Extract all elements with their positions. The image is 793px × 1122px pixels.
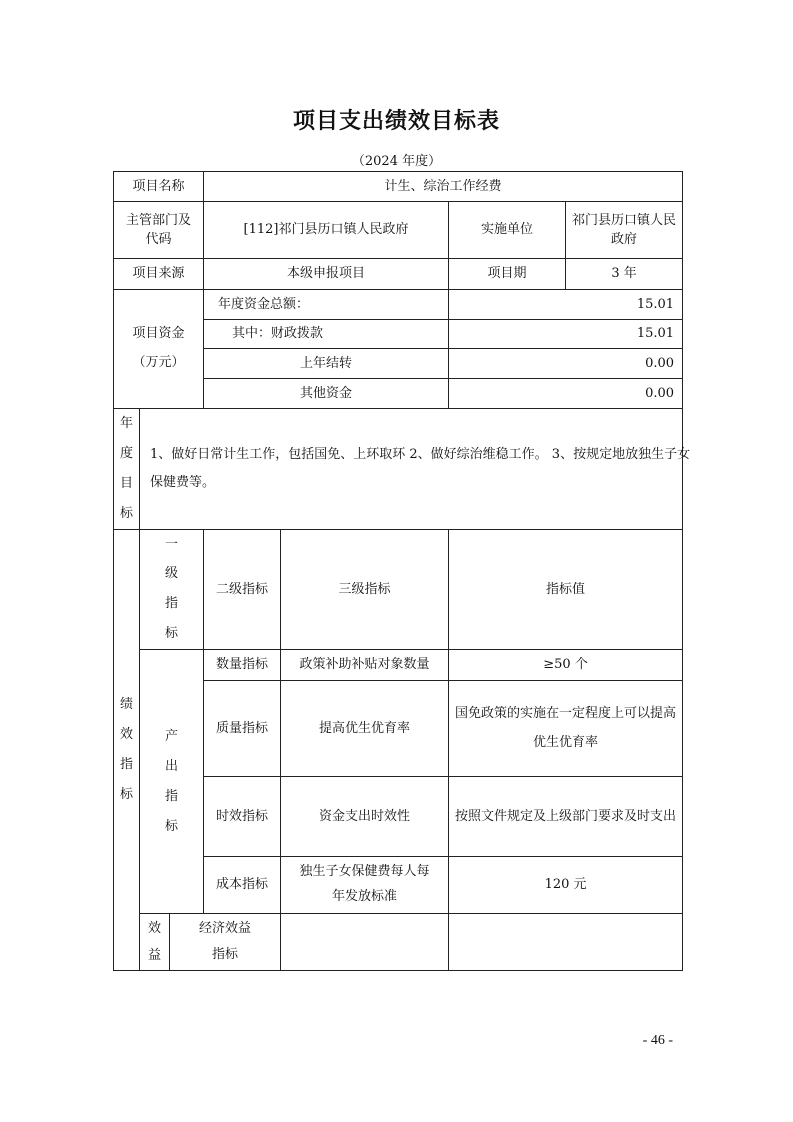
year-subtitle: （2024 年度） [351,154,442,169]
output-label-char: 指 [165,788,179,804]
funds-row-label: 上年结转 [204,349,449,379]
level3-cell [281,857,449,914]
indicator-value-line1: 国免政策的实施在一定程度上可以提高 [455,706,677,722]
source-label: 项目来源 [114,259,204,290]
level3-header: 三级指标 [281,529,449,650]
funds-label-line2: （万元） [132,355,185,370]
page-number: - 46 - [642,1033,673,1048]
project-name-label: 项目名称 [114,172,204,202]
indicator-label-char: 绩 [119,697,133,713]
indicator-value-header: 指标值 [449,529,683,650]
funds-label [114,290,204,409]
department-value: [112]祁门县历口镇人民政府 [204,202,449,259]
project-name-row [114,172,683,202]
level2-cell: 时效指标 [204,777,281,857]
indicator-value-line2: 优生优育率 [533,734,599,750]
output-label-char: 产 [165,728,179,744]
level1-header-char: 指 [165,596,179,612]
level3-cell: 资金支出时效性 [281,777,449,857]
level3-line1: 独生子女保健费每人每 [299,864,430,880]
project-name-value: 计生、综治工作经费 [204,172,683,202]
funds-label-line1: 项目资金 [132,326,185,342]
level2-line2: 指标 [212,947,239,963]
output-label-char: 标 [165,818,179,834]
goal-label-char: 标 [119,505,133,521]
level2-cell [170,914,281,971]
indicator-header-row [114,529,683,650]
level2-cell: 质量指标 [204,681,281,777]
funds-row-label: 其中：财政拨款 [204,320,449,349]
goal-text-line2: 保健费等。 [150,474,216,490]
level2-header: 二级指标 [204,529,281,650]
period-value: 3 年 [566,259,683,290]
implementing-unit-value: 祁门县历口镇人民政府 [566,202,683,259]
annual-goal-text [140,409,691,530]
benefit-row [114,914,683,971]
goal-text-line1: 1、做好日常计生工作，包括国免、上环取环 2、做好综治维稳工作。 3、按规定地放独生子女 [150,447,691,463]
period-label: 项目期 [449,259,566,290]
department-label-line1: 主管部门及 [126,212,192,228]
source-row [114,259,683,290]
level1-header-char: 标 [165,626,179,642]
annual-goal-row [114,409,683,530]
indicator-row [114,650,683,681]
indicator-value-cell: 按照文件规定及上级部门要求及时支出 [449,777,683,857]
level3-cell: 政策补助补贴对象数量 [281,650,449,681]
indicator-label-char: 标 [119,786,133,802]
benefit-label-char: 效 [147,920,161,936]
level3-line2: 年发放标准 [332,889,398,905]
funds-row [114,290,683,320]
benefit-indicator-label [140,914,170,971]
indicator-value-cell: ≥50 个 [449,650,683,681]
level1-header-char: 级 [165,566,179,582]
funds-row-label: 其他资金 [204,379,449,409]
indicator-value-cell [449,914,683,971]
annual-goal-label [114,409,140,530]
page-title: 项目支出绩效目标表 [292,109,500,134]
indicator-label-char: 效 [119,726,133,742]
source-value: 本级申报项目 [204,259,449,290]
indicator-value-cell [449,681,683,777]
funds-row-value: 15.01 [449,290,683,320]
performance-table [113,171,691,971]
level2-cell: 成本指标 [204,857,281,914]
implementing-unit-label: 实施单位 [449,202,566,259]
funds-row-value: 0.00 [449,349,683,379]
department-label-line2: 代码 [145,232,172,247]
output-indicator-label [140,650,204,914]
indicator-value-cell: 120 元 [449,857,683,914]
funds-row-label: 年度资金总额： [204,290,449,320]
department-label [114,202,204,259]
goal-label-char: 度 [119,445,133,461]
level3-cell: 提高优生优育率 [281,681,449,777]
level3-cell [281,914,449,971]
level1-header-char: 一 [165,536,179,552]
output-label-char: 出 [165,758,179,774]
level1-header [140,529,204,650]
goal-label-char: 目 [119,475,133,491]
level2-line1: 经济效益 [199,921,252,937]
department-row [114,202,683,259]
funds-row-value: 15.01 [449,320,683,349]
indicator-label-char: 指 [119,756,133,772]
goal-label-char: 年 [119,416,133,431]
performance-indicator-label [114,529,140,971]
benefit-label-char: 益 [147,948,161,964]
funds-row-value: 0.00 [449,379,683,409]
level2-cell: 数量指标 [204,650,281,681]
